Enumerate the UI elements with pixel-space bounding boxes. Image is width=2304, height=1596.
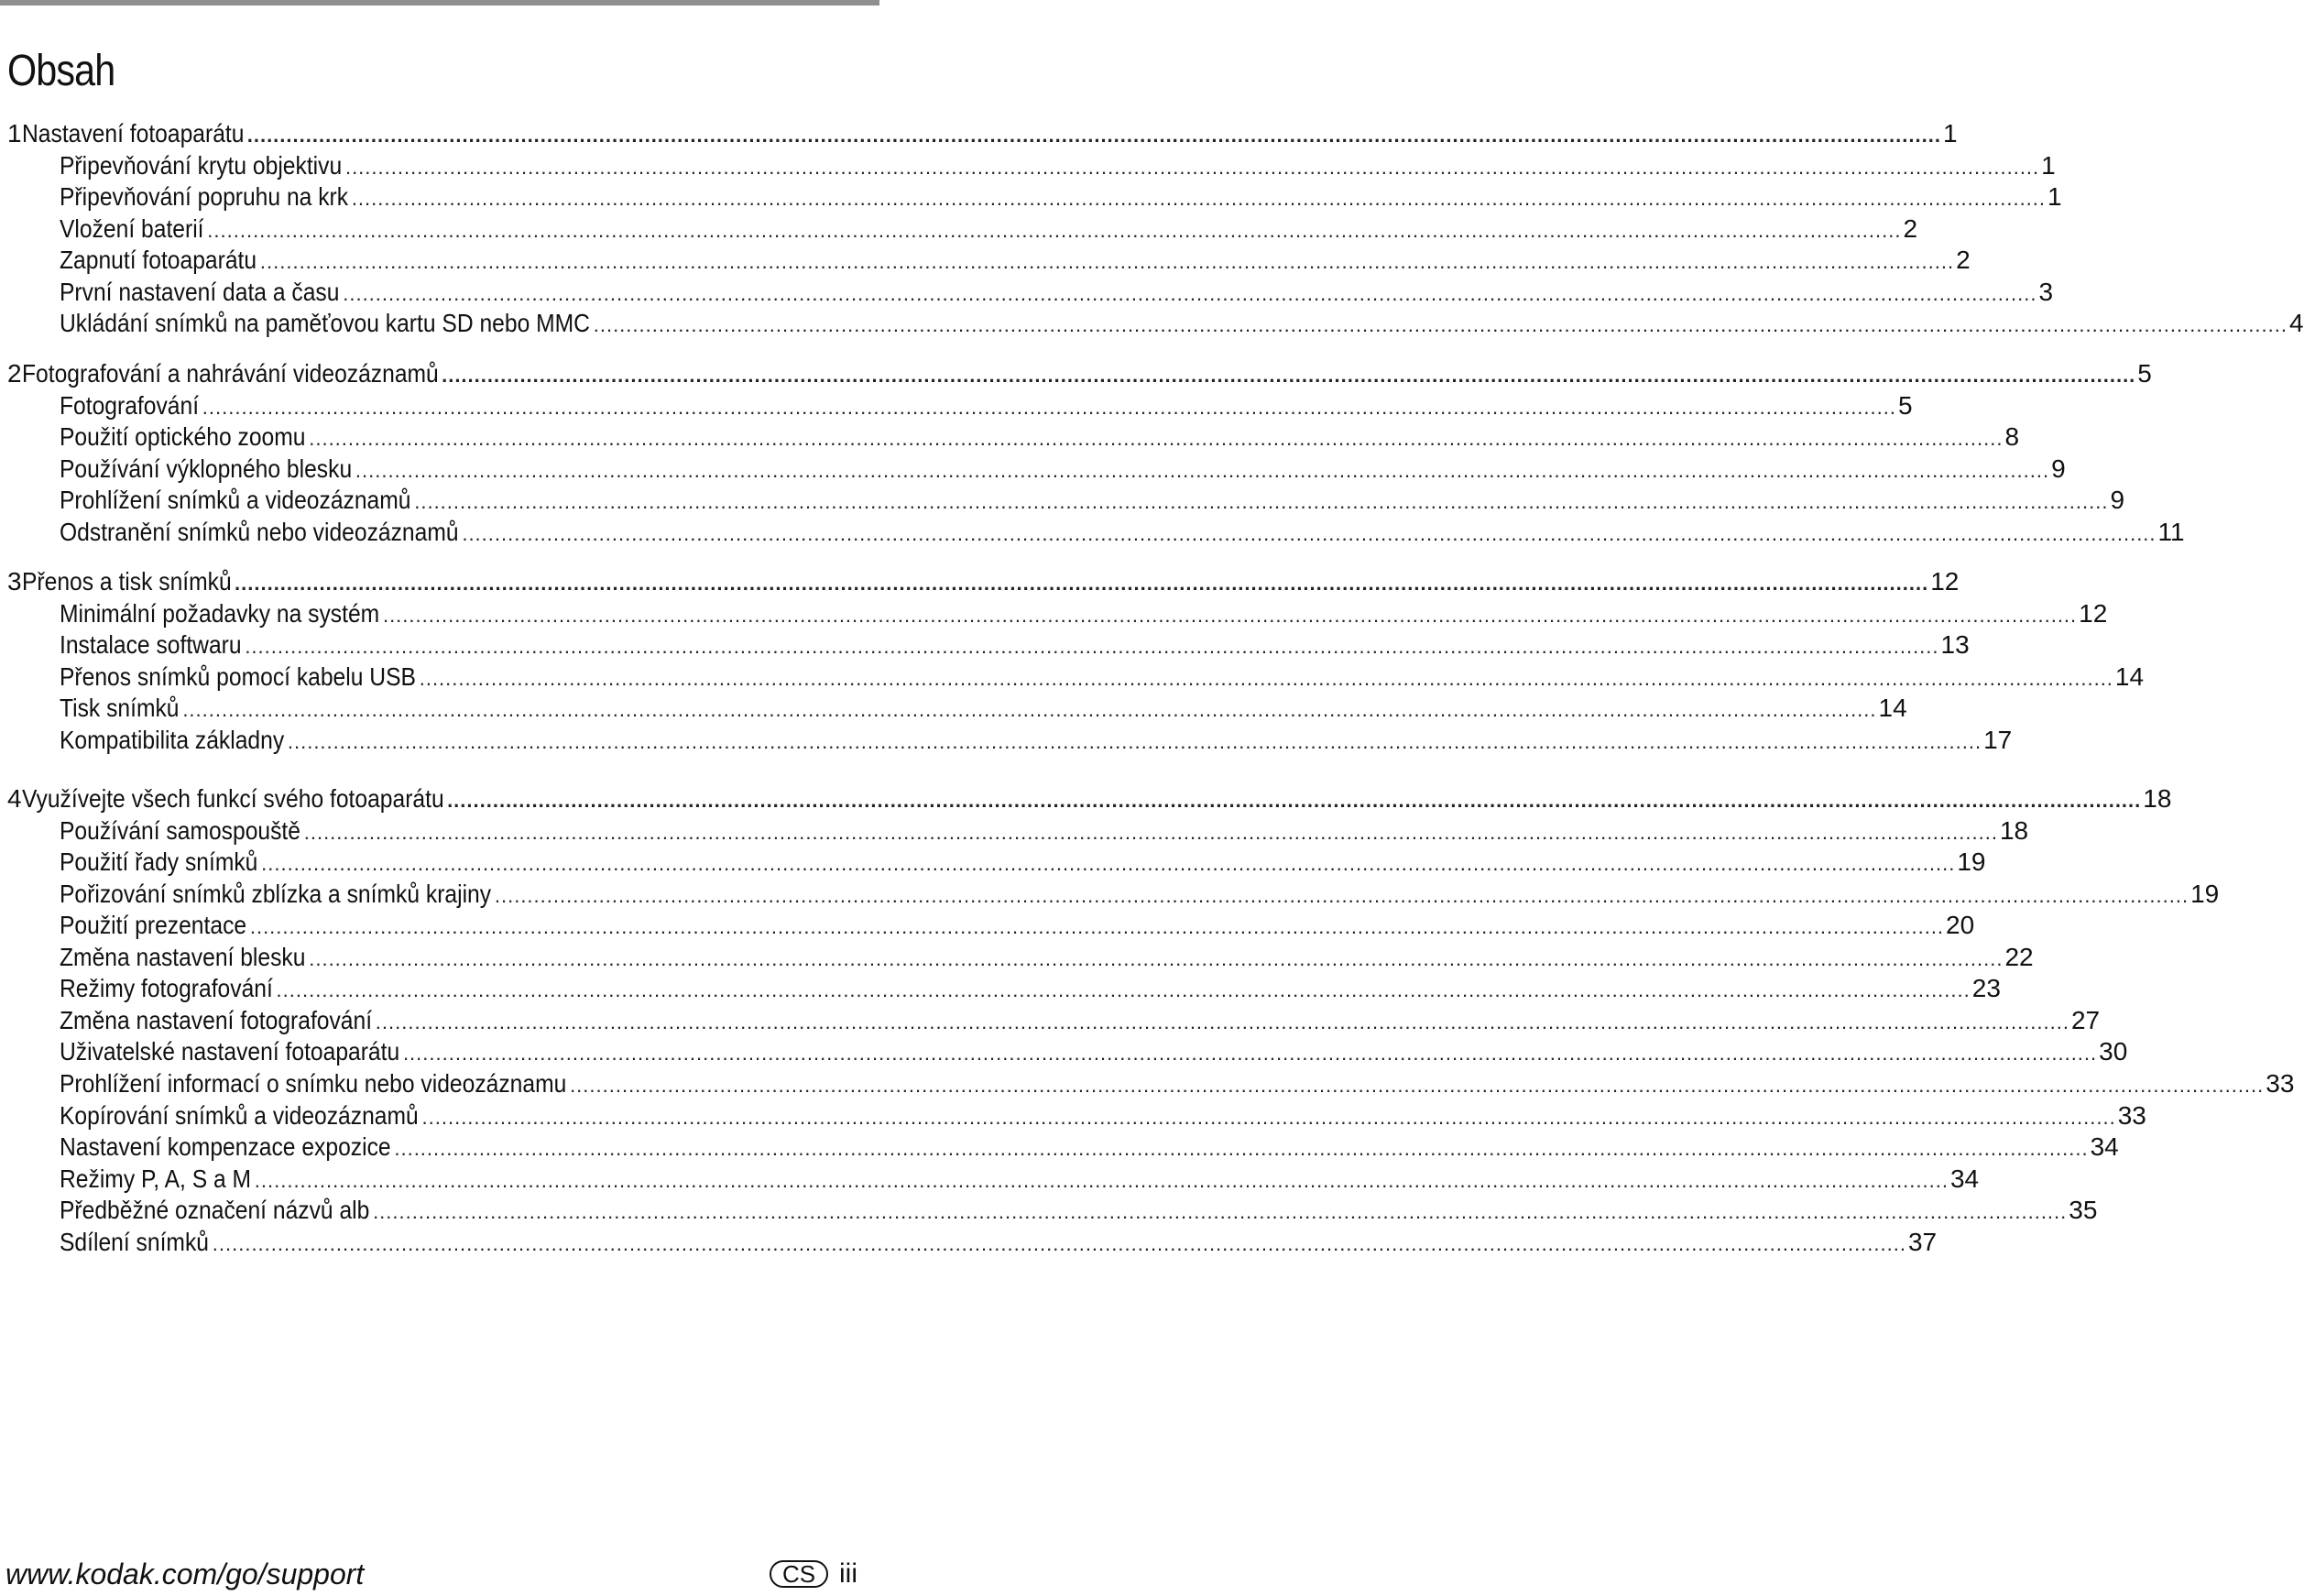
section-title: Režimy P, A, S a M <box>60 1164 252 1193</box>
section-page: 17 <box>1983 725 2013 754</box>
chapter-number: 1 <box>7 119 22 148</box>
top-rule <box>0 0 879 5</box>
section-page: 2 <box>1903 213 1918 243</box>
section-title: Zapnutí fotoaparátu <box>60 246 257 275</box>
toc-section-row[interactable] <box>60 213 1918 245</box>
toc-section-row[interactable] <box>60 181 2062 213</box>
section-title: Předběžné označení názvů alb <box>60 1196 370 1225</box>
dot-leader: .................................................................................................................................................................................................................................................................... <box>207 218 1902 242</box>
chapter-title: Nastavení fotoaparátu <box>21 119 245 148</box>
dot-leader: .................................................................................................................................................................................................................................................................... <box>375 1010 2069 1033</box>
section-page: 35 <box>2069 1196 2098 1225</box>
toc-section-row[interactable] <box>60 517 2185 548</box>
section-page: 34 <box>1949 1164 1980 1193</box>
section-title: Prohlížení snímků a videozáznamů <box>60 486 411 515</box>
section-page: 14 <box>2114 661 2145 691</box>
toc-section-row[interactable] <box>60 973 2001 1004</box>
section-title: Kopírování snímků a videozáznamů <box>60 1100 419 1130</box>
toc-section-row[interactable] <box>60 390 1913 421</box>
section-title: Použití řady snímků <box>60 847 258 877</box>
dot-leader: .................................................................................................................................................................................................................................................................... <box>303 820 1998 844</box>
section-page: 1 <box>2041 150 2056 180</box>
support-url[interactable]: www.kodak.com/go/support <box>5 1558 365 1591</box>
dot-leader: .................................................................................................................................................................................................................................................................... <box>235 572 1929 595</box>
dot-leader: .................................................................................................................................................................................................................................................................... <box>261 852 1956 876</box>
toc-section-row[interactable] <box>60 1227 1938 1258</box>
dot-leader: .................................................................................................................................................................................................................................................................... <box>344 155 2040 179</box>
toc-chapter-row[interactable] <box>7 358 2152 389</box>
toc-section-row[interactable] <box>60 815 2029 847</box>
section-page: 20 <box>1946 911 1975 940</box>
dot-leader: .................................................................................................................................................................................................................................................................... <box>419 666 2113 690</box>
section-page: 33 <box>2117 1100 2146 1130</box>
dot-leader: .................................................................................................................................................................................................................................................................... <box>351 187 2047 211</box>
dot-leader: .................................................................................................................................................................................................................................................................... <box>276 978 1971 1002</box>
toc-section-row[interactable] <box>60 1100 2146 1131</box>
section-title: Sdílení snímků <box>60 1227 209 1256</box>
toc-chapter-row[interactable] <box>7 783 2172 814</box>
section-title: Nastavení kompenzace expozice <box>60 1132 391 1162</box>
section-page: 9 <box>2051 454 2066 483</box>
toc-section-row[interactable] <box>60 1195 2098 1226</box>
section-page: 27 <box>2070 1005 2101 1034</box>
toc-chapter-row[interactable] <box>7 118 1958 149</box>
toc-section-row[interactable] <box>60 1068 2295 1099</box>
section-page: 3 <box>2038 277 2054 306</box>
section-title: Připevňování krytu objektivu <box>60 150 343 180</box>
section-page: 22 <box>2004 942 2034 971</box>
dot-leader: .................................................................................................................................................................................................................................................................... <box>309 427 2004 451</box>
chapter-page: 5 <box>2137 359 2152 388</box>
dot-leader: .................................................................................................................................................................................................................................................................... <box>182 698 1877 722</box>
section-title: Změna nastavení blesku <box>60 942 306 971</box>
dot-leader: .................................................................................................................................................................................................................................................................... <box>494 883 2189 907</box>
toc-section-row[interactable] <box>60 693 1907 724</box>
section-title: Instalace softwaru <box>60 630 242 660</box>
section-title: Odstranění snímků nebo videozáznamů <box>60 517 459 546</box>
dot-leader: .................................................................................................................................................................................................................................................................... <box>373 1200 2068 1224</box>
toc-section-row[interactable] <box>60 910 1975 941</box>
dot-leader: .................................................................................................................................................................................................................................................................... <box>355 458 2050 482</box>
section-title: Kompatibilita základny <box>60 725 285 754</box>
section-page: 1 <box>2047 182 2062 212</box>
section-title: Používání samospouště <box>60 815 300 845</box>
page-title: Obsah <box>7 47 115 95</box>
toc-section-row[interactable] <box>60 277 2054 308</box>
chapter-number: 4 <box>7 784 22 813</box>
toc-section-row[interactable] <box>60 661 2145 693</box>
dot-leader: .................................................................................................................................................................................................................................................................... <box>202 395 1896 419</box>
toc-section-row[interactable] <box>60 942 2034 973</box>
dot-leader: .................................................................................................................................................................................................................................................................... <box>212 1231 1906 1255</box>
section-page: 34 <box>2090 1132 2119 1162</box>
toc-section-row[interactable] <box>60 421 2020 453</box>
section-page: 14 <box>1878 694 1907 723</box>
section-page: 30 <box>2099 1037 2128 1066</box>
toc-section-row[interactable] <box>60 150 2056 181</box>
section-title: Fotografování <box>60 390 200 420</box>
dot-leader: .................................................................................................................................................................................................................................................................... <box>309 946 2004 970</box>
toc-section-row[interactable] <box>60 725 2013 756</box>
dot-leader: .................................................................................................................................................................................................................................................................... <box>570 1073 2265 1097</box>
section-title: Připevňování popruhu na krk <box>60 182 349 212</box>
toc-section-row[interactable] <box>60 245 1971 276</box>
section-page: 11 <box>2157 517 2185 546</box>
dot-leader: .................................................................................................................................................................................................................................................................... <box>402 1042 2098 1066</box>
section-page: 19 <box>2190 879 2220 908</box>
section-page: 18 <box>1999 815 2029 845</box>
dot-leader: .................................................................................................................................................................................................................................................................... <box>246 124 1941 147</box>
section-page: 23 <box>1971 974 2001 1003</box>
section-page: 9 <box>2110 486 2125 515</box>
dot-leader: .................................................................................................................................................................................................................................................................... <box>245 635 1939 659</box>
chapter-page: 12 <box>1930 567 1960 596</box>
section-page: 33 <box>2266 1068 2295 1098</box>
section-title: Prohlížení informací o snímku nebo videozáznamu <box>60 1068 567 1098</box>
chapter-page: 18 <box>2143 784 2172 813</box>
dot-leader: .................................................................................................................................................................................................................................................................... <box>414 490 2109 514</box>
toc-section-row[interactable] <box>60 1131 2119 1163</box>
section-title: Použití prezentace <box>60 911 247 940</box>
toc-section-row[interactable] <box>60 1005 2101 1036</box>
dot-leader: .................................................................................................................................................................................................................................................................... <box>254 1168 1949 1192</box>
toc-section-row[interactable] <box>60 1036 2128 1067</box>
section-title: Tisk snímků <box>60 694 180 723</box>
dot-leader: .................................................................................................................................................................................................................................................................... <box>394 1137 2089 1161</box>
toc-section-row[interactable] <box>60 308 2304 339</box>
section-page: 5 <box>1897 390 1913 420</box>
section-title: Použití optického zoomu <box>60 422 306 452</box>
chapter-page: 1 <box>1942 119 1958 148</box>
chapter-title: Fotografování a nahrávání videozáznamů <box>21 359 439 388</box>
dot-leader: .................................................................................................................................................................................................................................................................... <box>447 789 2142 812</box>
section-title: Změna nastavení fotografování <box>60 1005 373 1034</box>
section-title: Používání výklopného blesku <box>60 454 353 483</box>
dot-leader: .................................................................................................................................................................................................................................................................... <box>442 364 2136 387</box>
dot-leader: .................................................................................................................................................................................................................................................................... <box>462 521 2157 545</box>
section-page: 12 <box>2079 598 2108 628</box>
section-title: Uživatelské nastavení fotoaparátu <box>60 1037 400 1066</box>
chapter-number: 3 <box>7 567 22 596</box>
section-page: 37 <box>1907 1227 1938 1256</box>
toc-chapter-row[interactable] <box>7 566 1960 597</box>
section-page: 8 <box>2004 422 2020 452</box>
dot-leader: .................................................................................................................................................................................................................................................................... <box>593 313 2288 337</box>
section-page: 19 <box>1957 847 1986 877</box>
toc-section-row[interactable] <box>60 629 1970 661</box>
dot-leader: .................................................................................................................................................................................................................................................................... <box>249 915 1945 939</box>
section-page: 13 <box>1940 630 1970 660</box>
section-title: Přenos snímků pomocí kabelu USB <box>60 661 416 691</box>
toc-section-row[interactable] <box>60 485 2125 516</box>
section-page: 2 <box>1956 246 1971 275</box>
section-title: Vložení baterií <box>60 213 204 243</box>
section-title: Režimy fotografování <box>60 974 273 1003</box>
section-title: Pořizování snímků zblízka a snímků krajiny <box>60 879 492 908</box>
language-badge: CS <box>770 1560 828 1588</box>
section-title: První nastavení data a času <box>60 277 340 306</box>
chapter-number: 2 <box>7 359 22 388</box>
chapter-title: Přenos a tisk snímků <box>21 567 232 596</box>
section-title: Minimální požadavky na systém <box>60 598 380 628</box>
toc-section-row[interactable] <box>60 598 2108 629</box>
section-page: 4 <box>2288 309 2304 338</box>
toc-section-row[interactable] <box>60 1164 1980 1195</box>
toc-section-row[interactable] <box>60 879 2220 910</box>
section-title: Ukládání snímků na paměťovou kartu SD nebo MMC <box>60 309 590 338</box>
toc-section-row[interactable] <box>60 454 2066 485</box>
page-number: iii <box>839 1558 857 1589</box>
dot-leader: .................................................................................................................................................................................................................................................................... <box>343 281 2037 305</box>
dot-leader: .................................................................................................................................................................................................................................................................... <box>287 729 1982 753</box>
toc-section-row[interactable] <box>60 847 1986 878</box>
dot-leader: .................................................................................................................................................................................................................................................................... <box>259 250 1955 274</box>
dot-leader: .................................................................................................................................................................................................................................................................... <box>421 1105 2116 1129</box>
chapter-title: Využívejte všech funkcí svého fotoaparátu <box>21 784 444 813</box>
dot-leader: .................................................................................................................................................................................................................................................................... <box>382 603 2078 627</box>
